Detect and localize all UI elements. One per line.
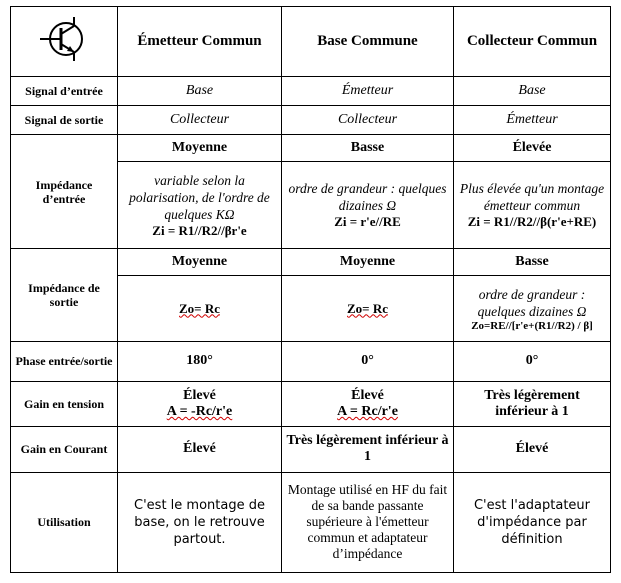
cell-cc-detail (454, 275, 611, 341)
ec-formula: A = -Rc/r'e (166, 403, 233, 419)
row-label: Signal d’entrée (11, 77, 118, 106)
cell-cc: Base (454, 77, 611, 106)
bc-formula: A = Rc/r'e (337, 403, 398, 419)
row-label: Gain en Courant (11, 427, 118, 473)
ec-desc: variable selon la polarisation, de l'ordre de quelques KΩ (129, 172, 270, 222)
row-gain-tension (11, 381, 611, 427)
cell-cc: C'est l'adaptateur d'impédance par définition (454, 472, 611, 572)
cell-cc-level: Élevée (454, 135, 611, 162)
cc-desc: Plus élevée qu'un montage émetteur commun (459, 181, 605, 214)
cell-bc: Émetteur (282, 77, 454, 106)
row-label: Gain en tension (11, 381, 118, 427)
row-phase (11, 342, 611, 381)
ec-formula: Zi = R1//R2//βr'e (152, 222, 247, 238)
cell-ec: C'est le montage de base, on le retrouve partout. (118, 472, 282, 572)
cell-ec: Élevé (118, 427, 282, 473)
cell-bc-level: Basse (282, 135, 454, 162)
cc-formula: Zo=RE//[r'e+(R1//R2) / β] (471, 319, 593, 332)
column-header-base-commune: Base Commune (282, 7, 454, 77)
comparison-table (10, 6, 611, 573)
cell-bc: Très légèrement inférieur à 1 (282, 427, 454, 473)
cell-ec-detail (118, 275, 282, 341)
row-label: Signal de sortie (11, 106, 118, 135)
cell-ec: Collecteur (118, 106, 282, 135)
cell-cc: Émetteur (454, 106, 611, 135)
row-utilisation (11, 472, 611, 572)
row-gain-courant (11, 427, 611, 473)
bc-formula: Zi = r'e//RE (334, 214, 401, 230)
ec-level: Élevé (183, 387, 216, 403)
cell-bc: 0° (282, 342, 454, 381)
cell-bc-level: Moyenne (282, 249, 454, 276)
row-label: Impédance d’entrée (11, 135, 118, 249)
transistor-symbol-cell (11, 7, 118, 77)
cell-ec-level: Moyenne (118, 249, 282, 276)
bc-level: Élevé (351, 387, 384, 403)
cell-cc-detail (454, 162, 611, 249)
cell-bc: Collecteur (282, 106, 454, 135)
cc-formula: Zi = R1//R2//β(r'e+RE) (467, 214, 597, 230)
cell-ec-detail (118, 162, 282, 249)
row-label: Phase entrée/sortie (11, 342, 118, 381)
cell-cc: Élevé (454, 427, 611, 473)
row-label: Utilisation (11, 472, 118, 572)
cell-bc: Montage utilisé en HF du fait de sa bande passante supérieure à l'émetteur commun et adaptateur d’impédance (282, 472, 454, 572)
row-impedance-entree-level (11, 135, 611, 162)
row-signal-sortie (11, 106, 611, 135)
column-header-collecteur-commun: Collecteur Commun (454, 7, 611, 77)
cell-bc-detail (282, 275, 454, 341)
header-row (11, 7, 611, 77)
cell-cc-level: Basse (454, 249, 611, 276)
bc-formula: Zo= Rc (347, 300, 388, 316)
row-label: Impédance de sortie (11, 249, 118, 342)
bc-desc: ordre de grandeur : quelques dizaines Ω (288, 181, 447, 214)
ec-formula: Zo= Rc (179, 300, 220, 316)
cell-ec: 180° (118, 342, 282, 381)
column-header-emetteur-commun: Émetteur Commun (118, 7, 282, 77)
cell-cc: Très légèrement inférieur à 1 (454, 381, 611, 427)
cell-ec: Base (118, 77, 282, 106)
cell-bc-detail (282, 162, 454, 249)
cell-bc (282, 381, 454, 427)
row-signal-entree (11, 77, 611, 106)
cc-desc: ordre de grandeur : quelques dizaines Ω (477, 286, 587, 319)
cell-ec-level: Moyenne (118, 135, 282, 162)
npn-transistor-icon (34, 15, 94, 63)
cell-cc: 0° (454, 342, 611, 381)
cell-ec (118, 381, 282, 427)
row-impedance-sortie-level (11, 249, 611, 276)
